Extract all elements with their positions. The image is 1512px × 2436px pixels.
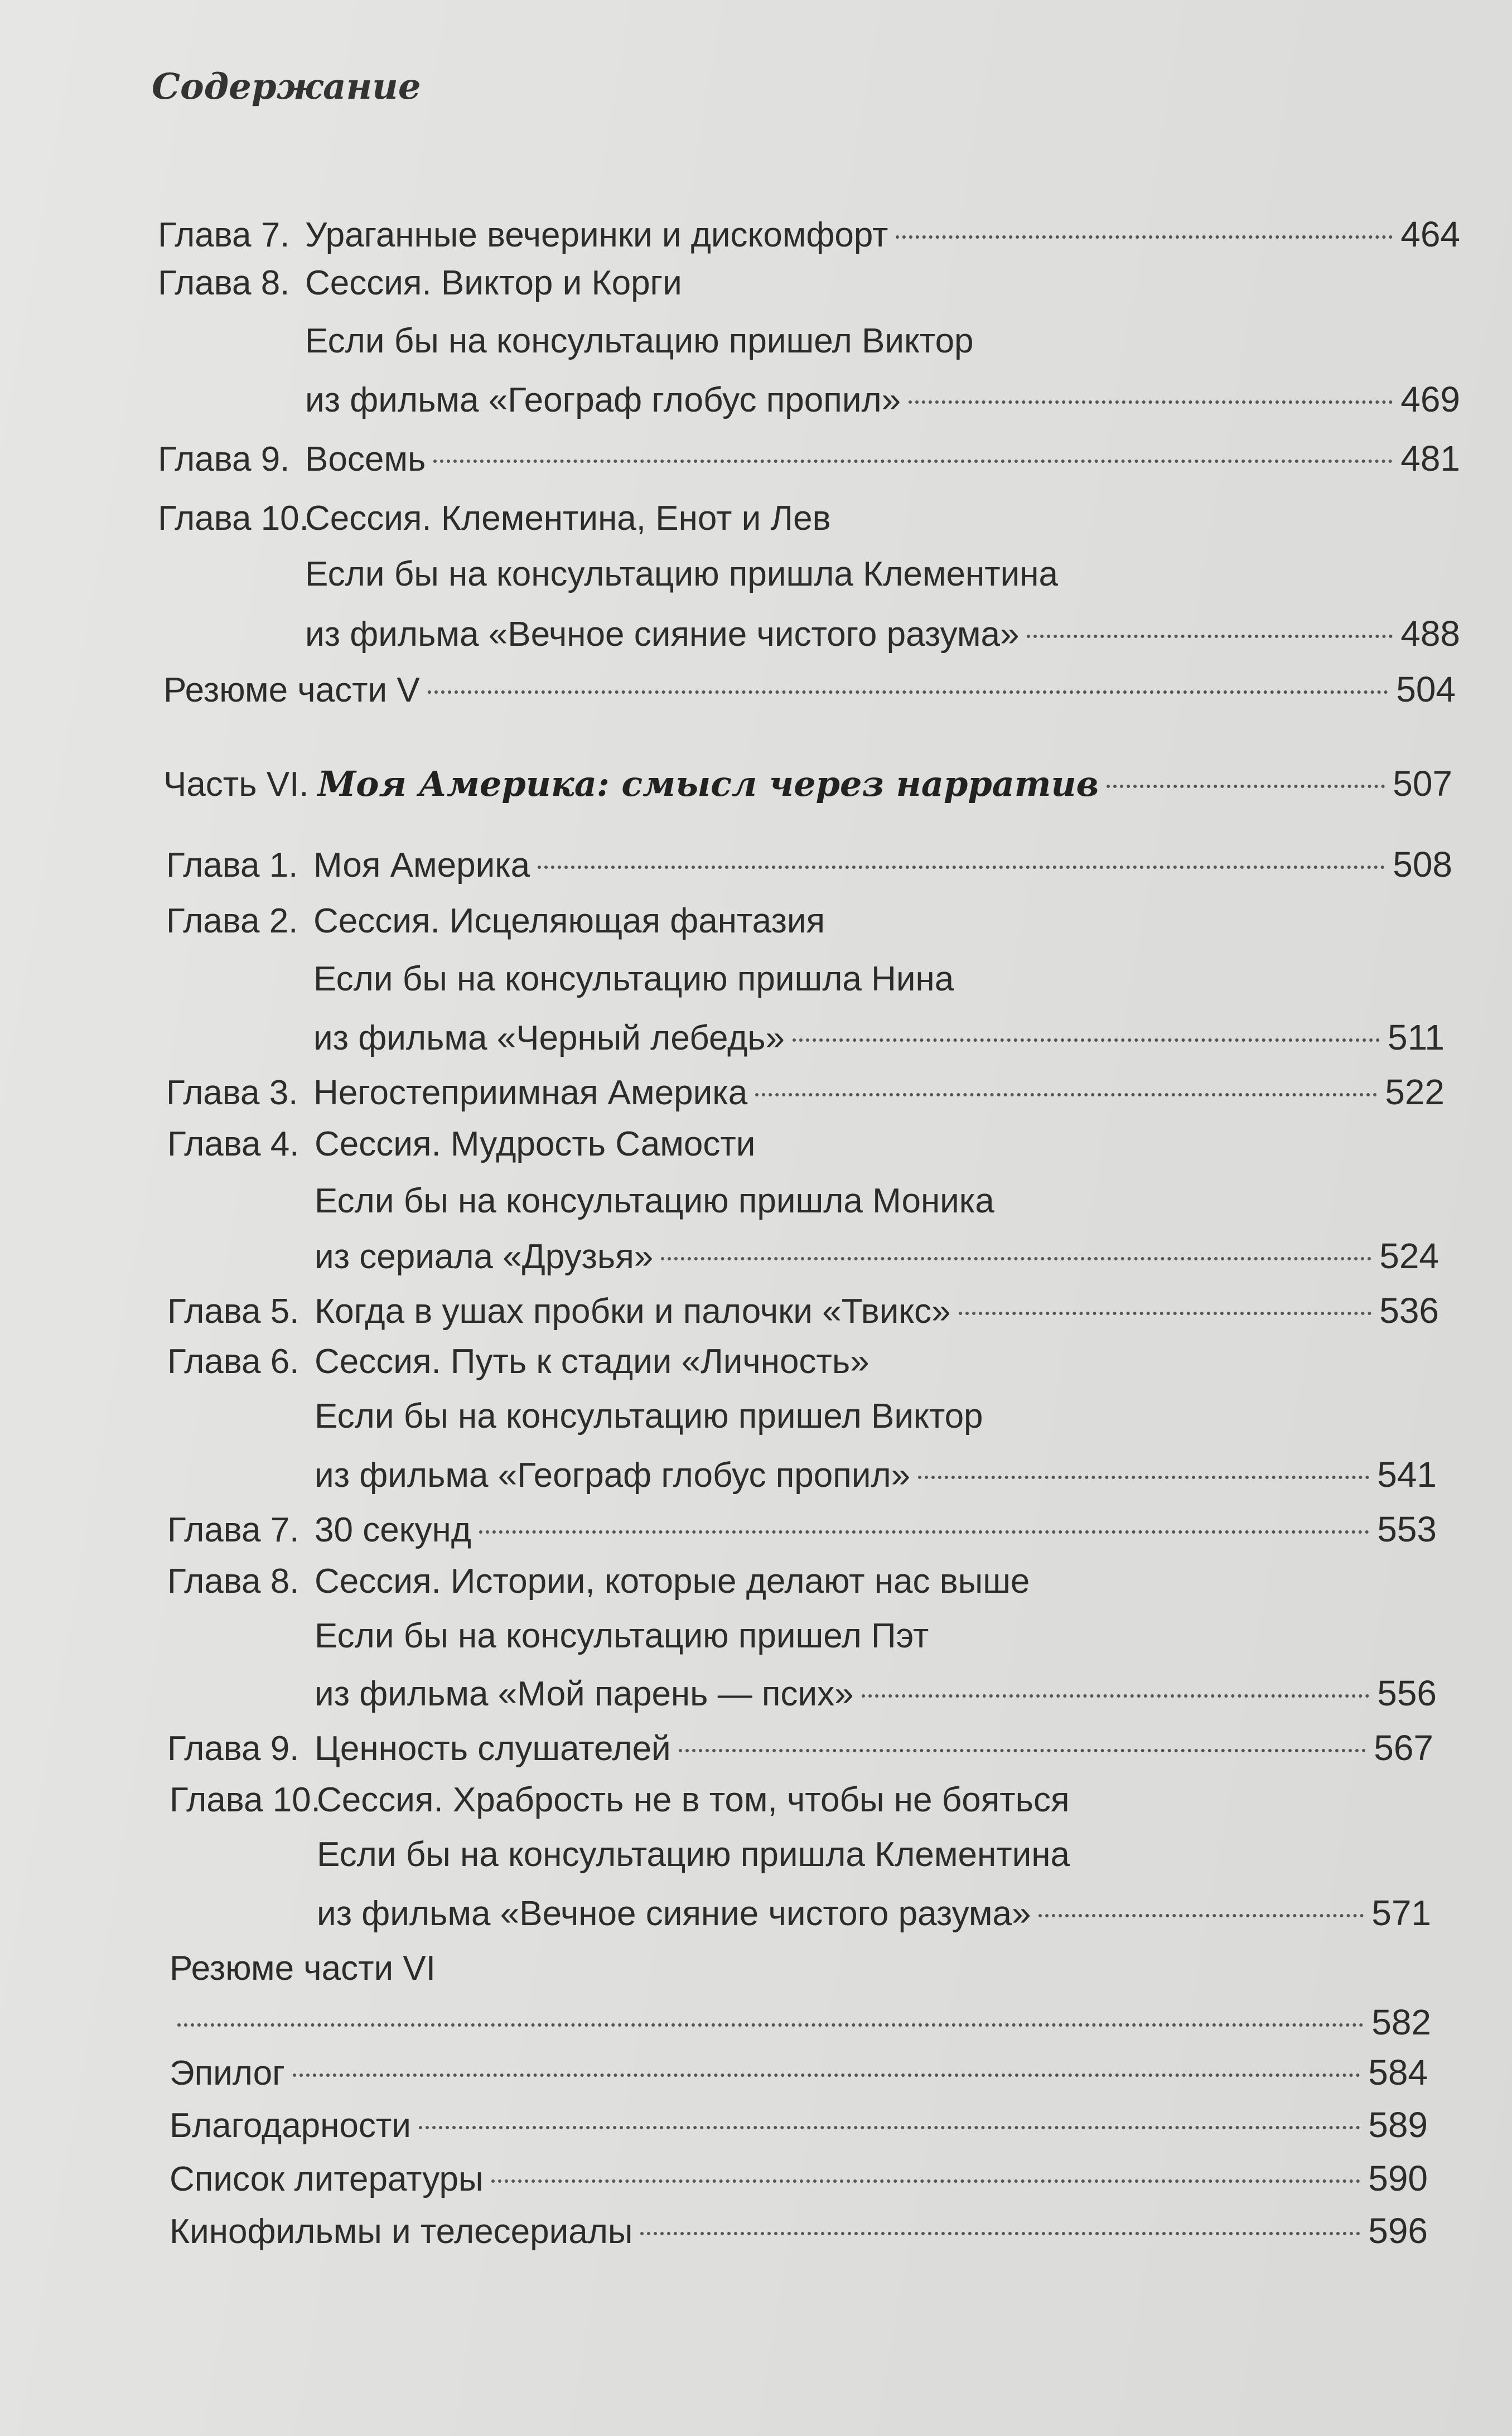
page-number: 571 (1371, 1893, 1431, 1933)
entry-title: Сессия. Исцеляющая фантазия (313, 902, 825, 940)
page-number: 469 (1400, 379, 1460, 419)
toc-entry (158, 436, 1460, 482)
toc-entry (313, 957, 1450, 1002)
entry-title: Если бы на консультацию пришла Клементина (305, 555, 1058, 593)
chapter-label: Глава 7. (158, 216, 290, 254)
toc-entry (305, 611, 1460, 657)
page-number: 481 (1400, 438, 1460, 478)
page-number: 504 (1396, 669, 1456, 709)
toc-entry-continuation (170, 2000, 1431, 2044)
chapter-label: Глава 3. (166, 1074, 298, 1112)
part-title: Моя Америка: смысл через нарратив (317, 763, 1099, 804)
entry-title: Сессия. Виктор и Корги (305, 264, 682, 302)
page-number: 536 (1379, 1290, 1439, 1331)
dot-leader (909, 400, 1393, 404)
dot-leader (491, 2179, 1361, 2183)
dot-leader (918, 1476, 1369, 1479)
page-number: 556 (1377, 1673, 1437, 1713)
dot-leader (538, 866, 1385, 869)
page-number: 553 (1377, 1509, 1437, 1549)
toc-entry (170, 2050, 1428, 2096)
toc-entry (158, 212, 1460, 258)
toc-entry (315, 1671, 1437, 1717)
entry-title: Сессия. Клементина, Енот и Лев (305, 499, 831, 538)
toc-entry (170, 2208, 1428, 2254)
entry-title: Если бы на консультацию пришел Виктор (305, 322, 974, 360)
toc-entry (315, 1179, 1445, 1224)
entry-title: Если бы на консультацию пришел Виктор (315, 1397, 983, 1436)
chapter-label: Глава 5. (167, 1292, 299, 1331)
entry-title: из фильма «Географ глобус пропил» (315, 1456, 911, 1495)
page-number: 590 (1368, 2158, 1428, 2198)
chapter-label: Глава 10. (158, 499, 309, 538)
dot-leader (428, 690, 1389, 694)
dot-leader (661, 1257, 1371, 1260)
entry-title: Ценность слушателей (315, 1729, 671, 1768)
entry-title: Если бы на консультацию пришла Клементина (317, 1835, 1070, 1874)
entry-title: Резюме части VI (170, 1949, 436, 1988)
chapter-label: Глава 4. (167, 1125, 299, 1163)
page-number: 541 (1377, 1454, 1437, 1495)
entry-title: Моя Америка (313, 846, 530, 884)
toc-entry (158, 496, 1460, 541)
toc-entry (166, 842, 1452, 888)
toc-entry (167, 1559, 1437, 1604)
toc-entry (170, 2102, 1428, 2148)
chapter-label: Глава 9. (158, 440, 290, 478)
chapter-label: Глава 1. (166, 846, 298, 884)
part-label: Часть VI. (163, 765, 309, 804)
dot-leader (1038, 1914, 1364, 1917)
dot-leader (755, 1093, 1377, 1096)
entry-title: Сессия. Храбрость не в том, чтобы не бояться (317, 1781, 1070, 1819)
dot-leader (793, 1038, 1380, 1042)
page-number: 596 (1368, 2211, 1428, 2251)
entry-title: из фильма «Мой парень — псих» (315, 1675, 854, 1713)
entry-title: Благодарности (170, 2106, 411, 2145)
entry-title: Сессия. Путь к стадии «Личность» (315, 1342, 869, 1381)
entry-title: из фильма «Вечное сияние чистого разума» (317, 1894, 1031, 1933)
entry-title: Ураганные вечеринки и дискомфорт (305, 216, 888, 254)
toc-entry (170, 1946, 1431, 1991)
page-number: 584 (1368, 2052, 1428, 2092)
toc-entry (313, 1015, 1445, 1061)
toc-entry (315, 1614, 1437, 1659)
toc-entry (167, 1288, 1439, 1334)
toc-entry (305, 319, 1460, 364)
toc-entry (315, 1452, 1437, 1498)
dot-leader (177, 2023, 1364, 2027)
entry-title: Эпилог (170, 2054, 285, 2092)
chapter-label: Глава 7. (167, 1511, 299, 1549)
dot-leader (896, 235, 1393, 239)
toc-entry (158, 261, 1460, 306)
entry-title: Негостеприимная Америка (313, 1074, 748, 1112)
dot-leader (679, 1749, 1366, 1752)
dot-leader (293, 2074, 1360, 2077)
dot-leader (862, 1694, 1370, 1698)
toc-entry (170, 1778, 1433, 1823)
page-number: 524 (1379, 1236, 1439, 1276)
entry-title: Кинофильмы и телесериалы (170, 2212, 633, 2251)
toc-entry (167, 1122, 1445, 1167)
dot-leader (433, 460, 1393, 463)
page-number: 488 (1400, 613, 1460, 654)
dot-leader (1027, 635, 1393, 638)
chapter-label: Глава 8. (158, 264, 290, 302)
chapter-label: Глава 10. (170, 1781, 321, 1819)
entry-title: Если бы на консультацию пришла Нина (313, 960, 954, 998)
entry-title: Сессия. Мудрость Самости (315, 1125, 756, 1163)
chapter-label: Глава 9. (167, 1729, 299, 1768)
entry-title: из фильма «Вечное сияние чистого разума» (305, 615, 1020, 654)
running-head: Содержание (152, 66, 421, 108)
entry-title: Резюме части V (163, 671, 420, 709)
toc-entry (167, 1340, 1439, 1384)
entry-title: из фильма «Географ глобус пропил» (305, 381, 901, 419)
entry-title: Список литературы (170, 2160, 484, 2198)
toc-entry (317, 1833, 1431, 1877)
toc-entry (167, 1507, 1437, 1553)
toc-entry (315, 1394, 1437, 1439)
toc-entry (166, 899, 1450, 944)
toc-entry (317, 1891, 1431, 1936)
toc-entry (305, 552, 1460, 597)
toc-entry (167, 1726, 1433, 1771)
chapter-label: Глава 8. (167, 1562, 299, 1601)
page-number: 582 (1371, 2002, 1431, 2042)
dot-leader (959, 1312, 1372, 1315)
chapter-label: Глава 2. (166, 902, 298, 940)
toc-part-entry (163, 761, 1452, 807)
page-number: 567 (1374, 1728, 1433, 1768)
chapter-label: Глава 6. (167, 1342, 299, 1381)
entry-title: 30 секунд (315, 1511, 471, 1549)
dot-leader (419, 2126, 1360, 2129)
page-number: 522 (1385, 1072, 1445, 1112)
toc-entry (170, 2156, 1428, 2202)
page-number: 507 (1393, 763, 1452, 804)
entry-title: из сериала «Друзья» (315, 1238, 654, 1276)
dot-leader (640, 2232, 1360, 2235)
entry-title: Когда в ушах пробки и палочки «Твикс» (315, 1292, 951, 1331)
page-number: 464 (1400, 214, 1460, 254)
page-number: 589 (1368, 2105, 1428, 2145)
entry-title: Если бы на консультацию пришла Моника (315, 1182, 994, 1220)
page-number: 508 (1393, 844, 1452, 884)
toc-entry (166, 1070, 1445, 1115)
dot-leader (479, 1530, 1369, 1534)
entry-title: из фильма «Черный лебедь» (313, 1019, 785, 1057)
toc-entry (315, 1234, 1439, 1279)
entry-title: Сессия. Истории, которые делают нас выше (315, 1562, 1030, 1601)
dot-leader (1107, 785, 1385, 788)
toc-entry (163, 667, 1456, 713)
toc-entry (305, 377, 1460, 423)
entry-title: Восемь (305, 440, 426, 478)
page-number: 511 (1387, 1017, 1445, 1057)
entry-title: Если бы на консультацию пришел Пэт (315, 1617, 929, 1655)
